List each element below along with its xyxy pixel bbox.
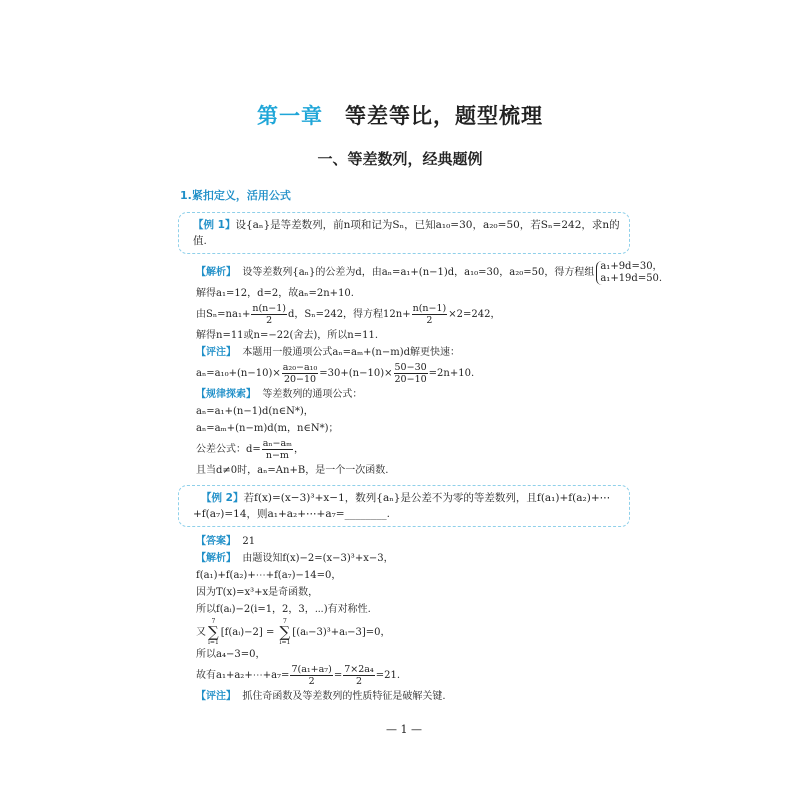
math-text: f(a₁)+f(a₂)+⋯+f(a₇)−14=0，: [196, 570, 342, 581]
numerator: 7×2a₄: [344, 664, 374, 675]
math-text: d，Sₙ=242，得方程12n+: [288, 309, 411, 320]
math-text: 故有a₁+a₂+⋯+a₇=: [196, 670, 290, 681]
solution-line: [196, 386, 630, 403]
math-text: 由Sₙ=na₁+: [196, 309, 251, 320]
example-1-box: [178, 212, 630, 254]
solution-line: [196, 361, 630, 386]
solution-tag: 【答案】: [196, 536, 236, 547]
solution-1: [196, 260, 663, 479]
fraction: [290, 664, 332, 687]
page-content: [178, 212, 663, 736]
fraction: [343, 664, 375, 687]
solution-line: [196, 462, 630, 479]
solution-line: [196, 584, 630, 601]
example-1-text: 设{aₙ}是等差数列，前n项和记为Sₙ，已知a₁₀=30，a₂₀=50，若Sₙ=242，求n的值.: [193, 219, 620, 247]
math-text: =2n+10.: [428, 368, 475, 379]
page-number: — 1 —: [386, 723, 422, 736]
solution-line: [196, 403, 630, 420]
math-text: 又: [196, 626, 206, 638]
math-text: 设等差数列{aₙ}的公差为d，由aₙ=a₁+(n−1)d，a₁₀=30，a₂₀=50，得方程组: [236, 267, 595, 278]
solution-line: [196, 437, 630, 462]
equation: a₁+9d=30，: [600, 260, 663, 272]
summation: [208, 618, 219, 646]
math-text: [(aᵢ−3)³+aᵢ−3]=0，: [292, 626, 391, 638]
numerator: a₂₀−a₁₀: [282, 362, 318, 373]
fraction: [412, 303, 448, 326]
math-text: =: [333, 670, 343, 681]
solution-line: [196, 285, 630, 302]
math-text: ×2=242，: [448, 309, 501, 320]
math-text: 解得n=11或n=−22(舍去)，所以n=11.: [196, 330, 378, 341]
denominator: 20−10: [283, 374, 317, 385]
math-text: 所以a₄−3=0，: [196, 649, 266, 660]
sum-lower: i=1: [279, 639, 291, 646]
solution-line: [196, 344, 630, 361]
math-text: 本题用一般通项公式aₙ=aₘ+(n−m)d解更快速：: [236, 347, 461, 358]
math-text: [f(aᵢ)−2] =: [220, 626, 278, 638]
chapter-number: 第一章: [257, 103, 323, 128]
numerator: n(n−1): [252, 303, 287, 314]
numerator: 50−30: [394, 362, 427, 373]
sum-upper: 7: [283, 618, 287, 625]
example-2-box: [178, 485, 630, 527]
math-text: aₙ=a₁+(n−1)d(n∈N*)，: [196, 406, 314, 417]
solution-tag: 【评注】: [196, 347, 236, 358]
example-2-label: 【例 2】: [201, 492, 244, 504]
section-heading: 一、等差数列，经典题例: [317, 150, 483, 168]
sum-lower: i=1: [208, 639, 219, 646]
solution-tag: 【解析】: [196, 553, 236, 564]
denominator: 20−10: [394, 374, 427, 385]
sigma-symbol: ∑: [208, 623, 219, 641]
math-text: 公差公式：d=: [196, 444, 261, 455]
solution-line: [196, 420, 630, 437]
equation: a₁+19d=50.: [600, 272, 663, 284]
math-text: 等差数列的通项公式：: [256, 389, 363, 400]
solution-line: [196, 533, 630, 550]
math-text: 21: [236, 536, 256, 547]
denominator: 2: [355, 676, 362, 687]
solution-tag: 【规律探索】: [196, 389, 256, 400]
solution-line: [196, 302, 630, 327]
math-text: 所以f(aᵢ)−2(i=1，2，3，⋯)有对称性.: [196, 604, 371, 615]
chapter-title: [0, 100, 800, 130]
solution-line: [196, 550, 630, 567]
math-text: 由题设知f(x)−2=(x−3)³+x−3，: [236, 553, 394, 564]
solution-line: [196, 663, 630, 688]
math-text: ，: [294, 444, 305, 455]
solution-2: [196, 533, 630, 705]
solution-line: [196, 260, 663, 285]
solution-tag: 【评注】: [196, 691, 236, 702]
solution-line: [196, 567, 630, 584]
fraction: [394, 362, 428, 385]
fraction: [262, 438, 293, 461]
solution-tag: 【解析】: [196, 267, 236, 278]
numerator: n(n−1): [412, 303, 447, 314]
numerator: 7(a₁+a₇): [291, 664, 332, 675]
math-text: 且当d≠0时，aₙ=An+B，是一个一次函数.: [196, 465, 389, 476]
denominator: n−m: [265, 450, 289, 461]
summation: [280, 618, 291, 646]
math-text: aₙ=a₁₀+(n−10)×: [196, 368, 281, 379]
math-text: 因为T(x)=x³+x是奇函数，: [196, 587, 319, 598]
solution-line: [196, 618, 630, 646]
solution-line: [196, 688, 630, 705]
math-text: aₙ=aₘ+(n−m)d(m，n∈N*)；: [196, 423, 339, 434]
fraction: [251, 303, 287, 326]
denominator: 2: [308, 676, 315, 687]
math-text: 抓住奇函数及等差数列的性质特征是破解关键.: [236, 691, 446, 702]
solution-line: [196, 601, 630, 618]
subsection-heading: 1.紧扣定义，活用公式: [180, 189, 291, 202]
equation-system: [596, 261, 662, 285]
example-1-label: 【例 1】: [193, 219, 236, 231]
example-2-text: 若f(x)=(x−3)³+x−1，数列{aₙ}是公差不为零的等差数列，且f(a₁)+f(a₂)+⋯+f(a₇)=14，则a₁+a₂+⋯+a₇=________.: [193, 492, 611, 520]
math-text: =21.: [375, 670, 401, 681]
denominator: 2: [426, 315, 433, 326]
math-text: 解得a₁=12，d=2，故aₙ=2n+10.: [196, 288, 354, 299]
sum-upper: 7: [211, 618, 216, 625]
solution-line: [196, 646, 630, 663]
denominator: 2: [266, 315, 273, 326]
sigma-symbol: ∑: [279, 623, 291, 641]
math-text: =30+(n−10)×: [319, 368, 393, 379]
numerator: aₙ−aₘ: [262, 438, 293, 449]
chapter-name: 等差等比，题型梳理: [345, 103, 543, 128]
solution-line: [196, 327, 630, 344]
fraction: [282, 362, 319, 385]
